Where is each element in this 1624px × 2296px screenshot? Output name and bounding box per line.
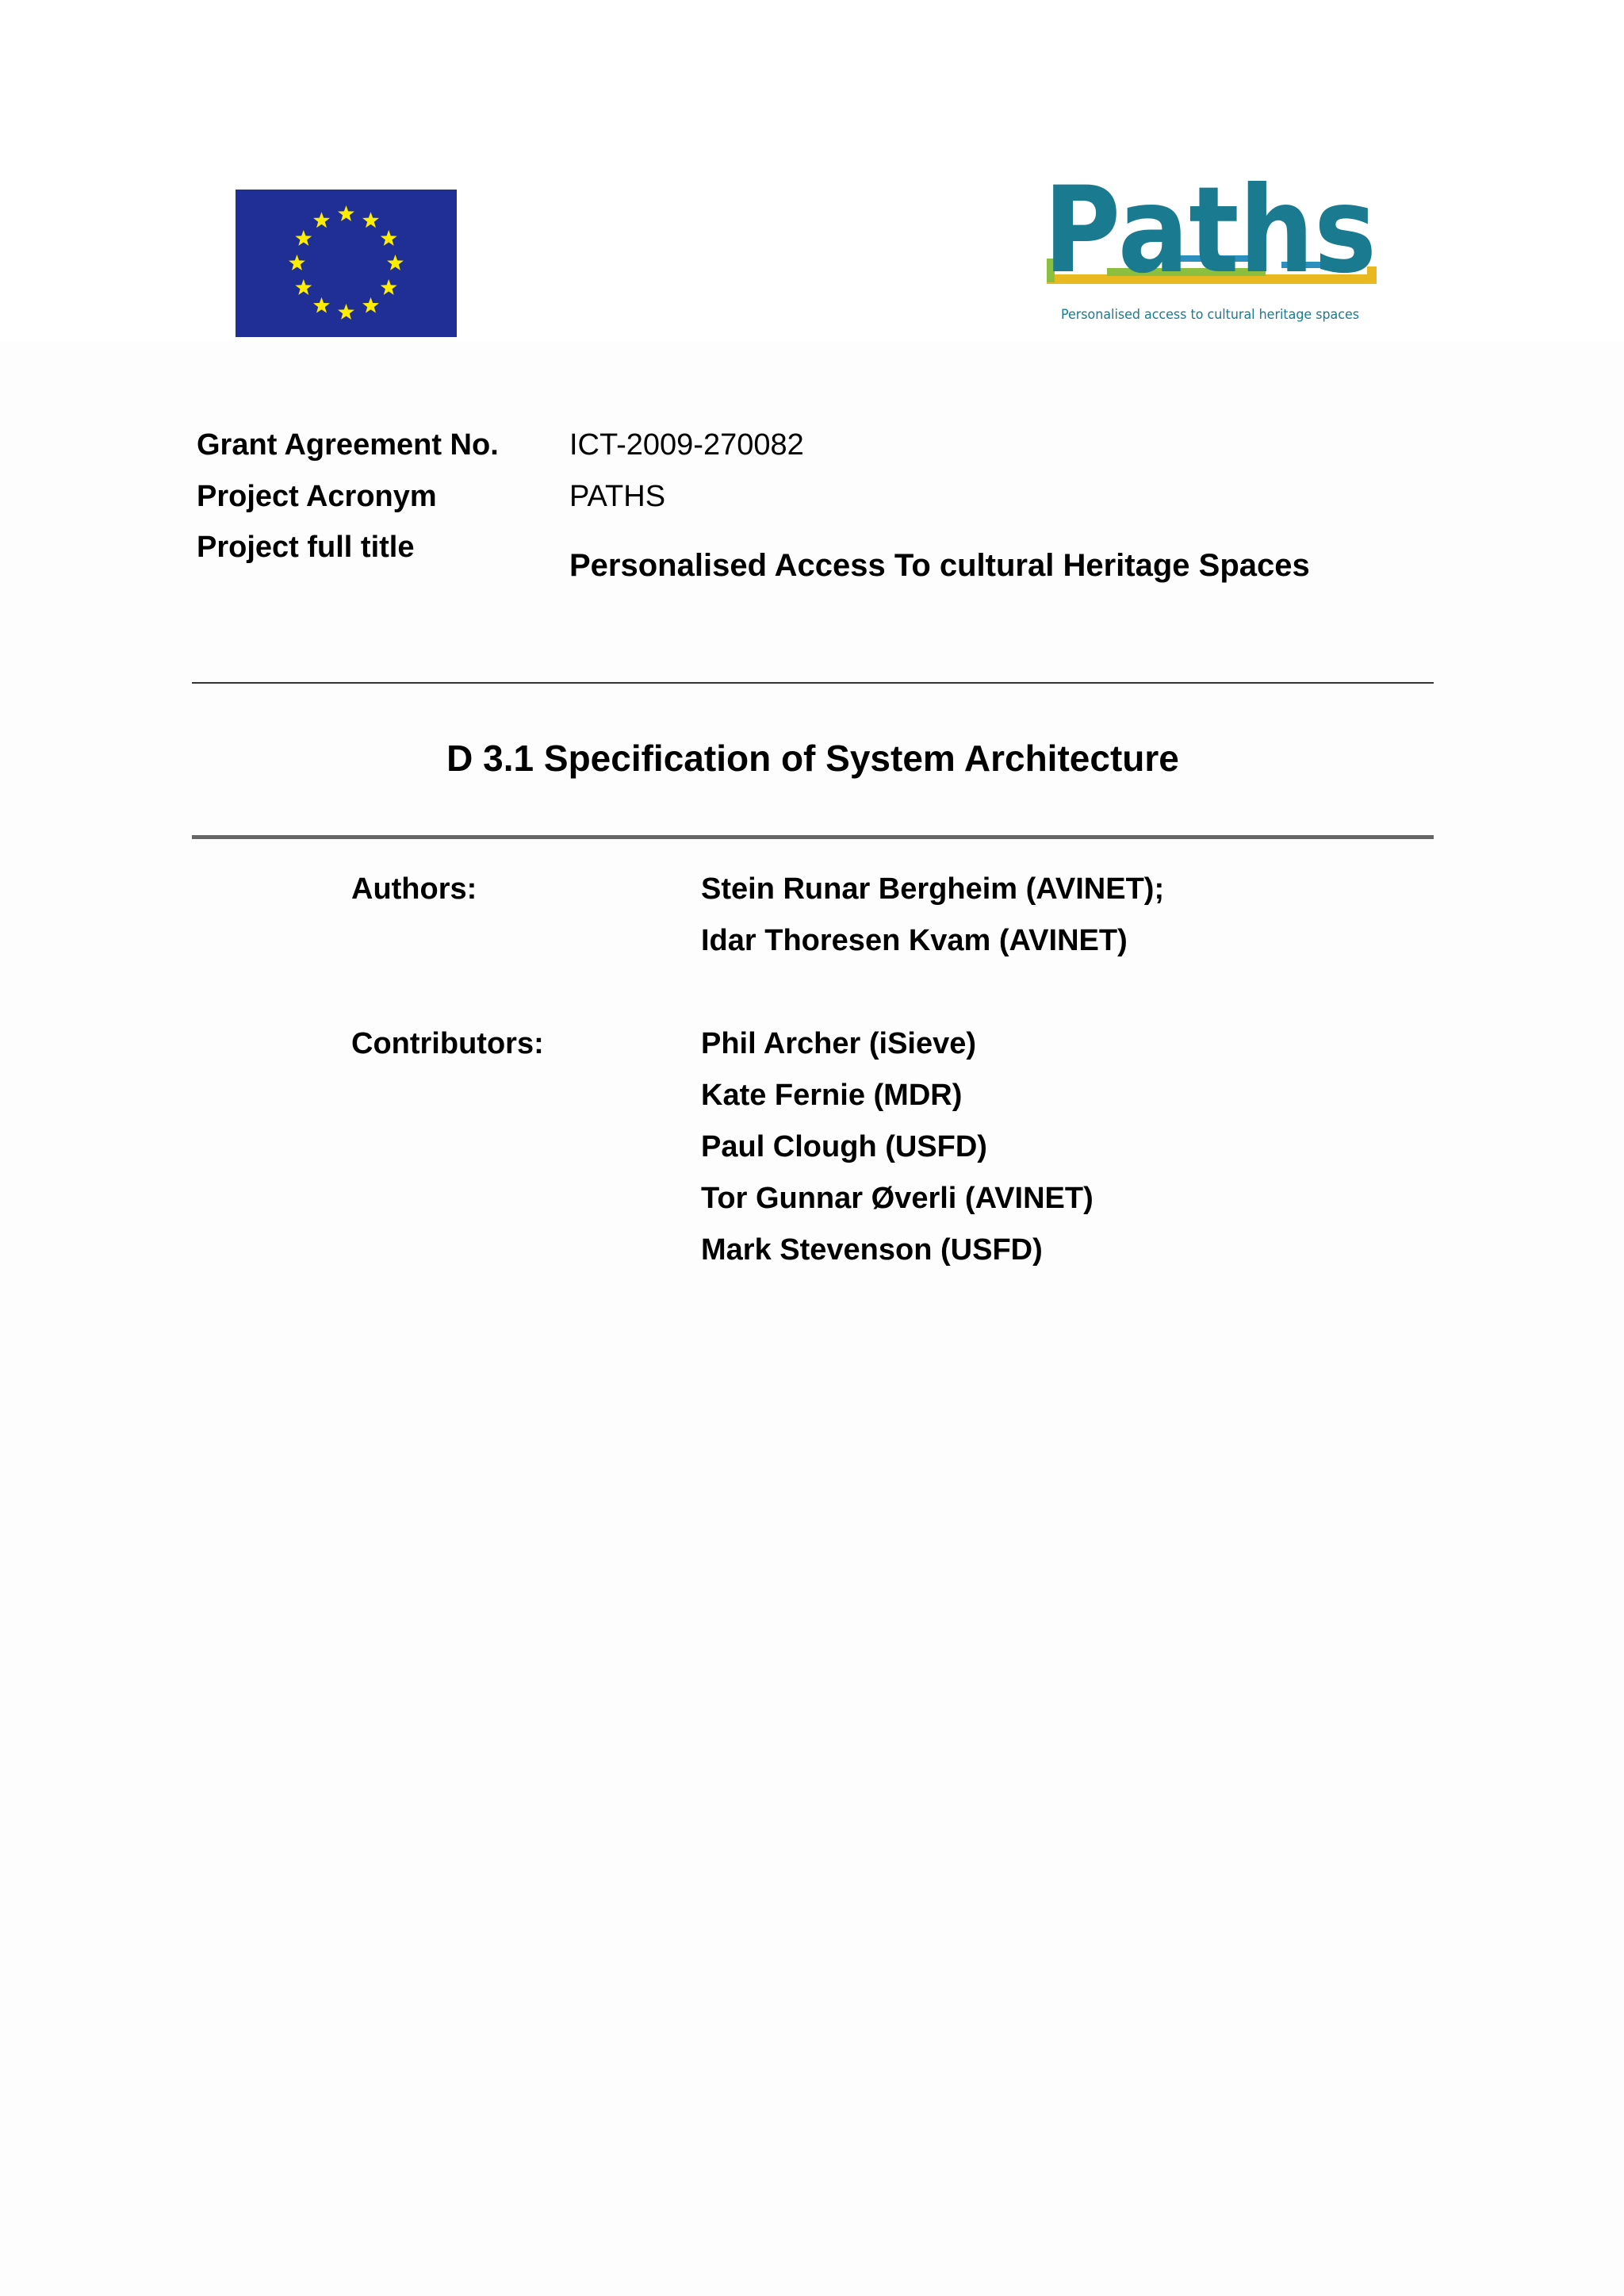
- project-full-title-label: Project full title: [197, 531, 415, 564]
- paths-logo-word: Paths: [1044, 178, 1377, 300]
- grant-agreement-value: ICT-2009-270082: [569, 428, 804, 462]
- project-full-title-value: Personalised Access To cultural Heritage Spaces: [569, 548, 1310, 583]
- contributor-name: Tor Gunnar Øverli (AVINET): [701, 1182, 1094, 1215]
- paths-logo: [1044, 178, 1383, 328]
- title-top-rule: [192, 682, 1434, 684]
- eu-flag-icon: [236, 190, 457, 337]
- project-acronym-value: PATHS: [569, 480, 666, 513]
- author-name: Idar Thoresen Kvam (AVINET): [701, 924, 1128, 957]
- contributor-name: Mark Stevenson (USFD): [701, 1233, 1043, 1267]
- contributors-label: Contributors:: [351, 1027, 544, 1060]
- document-title: D 3.1 Specification of System Architecture: [446, 738, 1179, 779]
- author-name: Stein Runar Bergheim (AVINET);: [701, 872, 1165, 906]
- paths-logo-tagline: Personalised access to cultural heritage spaces: [1061, 307, 1360, 323]
- grant-agreement-label: Grant Agreement No.: [197, 428, 499, 462]
- project-acronym-label: Project Acronym: [197, 480, 437, 513]
- title-bottom-rule: [192, 835, 1434, 839]
- authors-label: Authors:: [351, 872, 477, 906]
- contributor-name: Paul Clough (USFD): [701, 1130, 987, 1163]
- contributor-name: Phil Archer (iSieve): [701, 1027, 977, 1060]
- contributor-name: Kate Fernie (MDR): [701, 1079, 963, 1112]
